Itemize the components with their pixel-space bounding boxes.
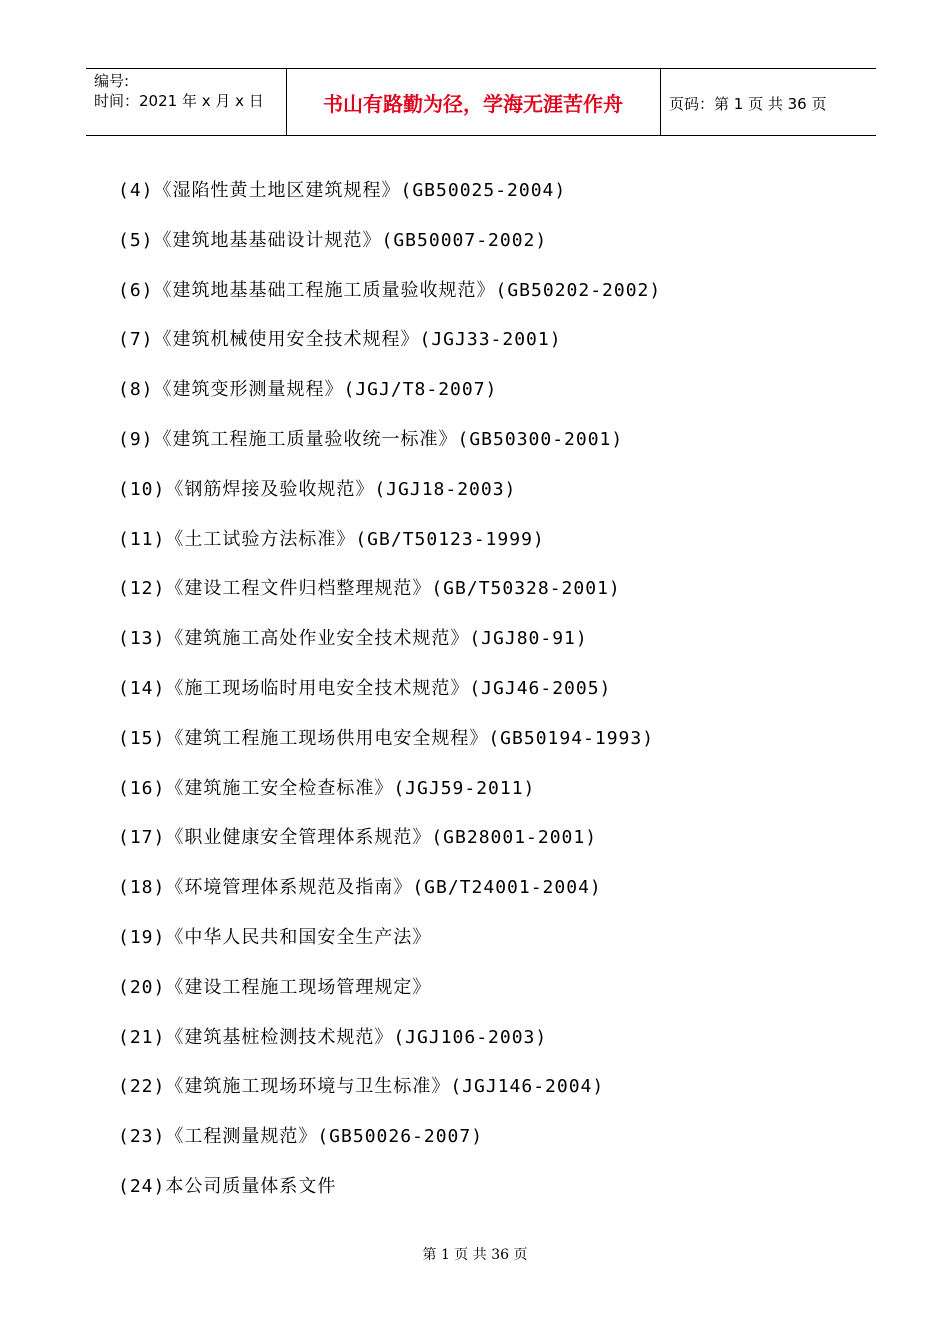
list-item: (24)本公司质量体系文件 [118, 1175, 337, 1197]
list-item: (23)《工程测量规范》(GB50026-2007) [118, 1126, 484, 1148]
list-item: (5)《建筑地基基础设计规范》(GB50007-2002) [118, 229, 548, 251]
list-item: (4)《湿陷性黄土地区建筑规程》(GB50025-2004) [118, 180, 567, 201]
list-item: (19)《中华人民共和国安全生产法》 [118, 926, 432, 948]
list-item: (20)《建设工程施工现场管理规定》 [118, 976, 432, 998]
header-motto: 书山有路勤为径，学海无涯苦作舟 [323, 92, 623, 116]
page-footer: 第 1 页 共 36 页 [422, 1247, 528, 1263]
list-item: (14)《施工现场临时用电安全技术规范》(JGJ46-2005) [118, 677, 612, 699]
list-item: (10)《钢筋焊接及验收规范》(JGJ18-2003) [118, 478, 517, 500]
header-divider [660, 69, 661, 135]
page-header [86, 68, 876, 136]
list-item: (6)《建筑地基基础工程施工质量验收规范》(GB50202-2002) [118, 279, 662, 301]
list-item: (8)《建筑变形测量规程》(JGJ/T8-2007) [118, 379, 498, 401]
list-item: (16)《建筑施工安全检查标准》(JGJ59-2011) [118, 777, 536, 799]
list-item: (15)《建筑工程施工现场供用电安全规程》(GB50194-1993) [118, 727, 655, 749]
serial-number-label: 编号: [94, 72, 130, 90]
list-item: (18)《环境管理体系规范及指南》(GB/T24001-2004) [118, 877, 602, 899]
time-label: 时间：2021 年 x 月 x 日 [94, 92, 264, 110]
list-item: (9)《建筑工程施工质量验收统一标准》(GB50300-2001) [118, 428, 624, 450]
standards-list [118, 176, 878, 1222]
header-page-info: 页码：第 1 页 共 36 页 [669, 95, 827, 113]
header-meta [94, 71, 284, 111]
list-item: (12)《建设工程文件归档整理规范》(GB/T50328-2001) [118, 578, 621, 600]
list-item: (11)《土工试验方法标准》(GB/T50123-1999) [118, 528, 545, 550]
list-item: (22)《建筑施工现场环境与卫生标准》(JGJ146-2004) [118, 1076, 605, 1098]
list-item: (13)《建筑施工高处作业安全技术规范》(JGJ80-91) [118, 628, 588, 650]
list-item: (21)《建筑基桩检测技术规范》(JGJ106-2003) [118, 1026, 548, 1048]
list-item: (7)《建筑机械使用安全技术规程》(JGJ33-2001) [118, 329, 562, 351]
list-item: (17)《职业健康安全管理体系规范》(GB28001-2001) [118, 827, 598, 849]
